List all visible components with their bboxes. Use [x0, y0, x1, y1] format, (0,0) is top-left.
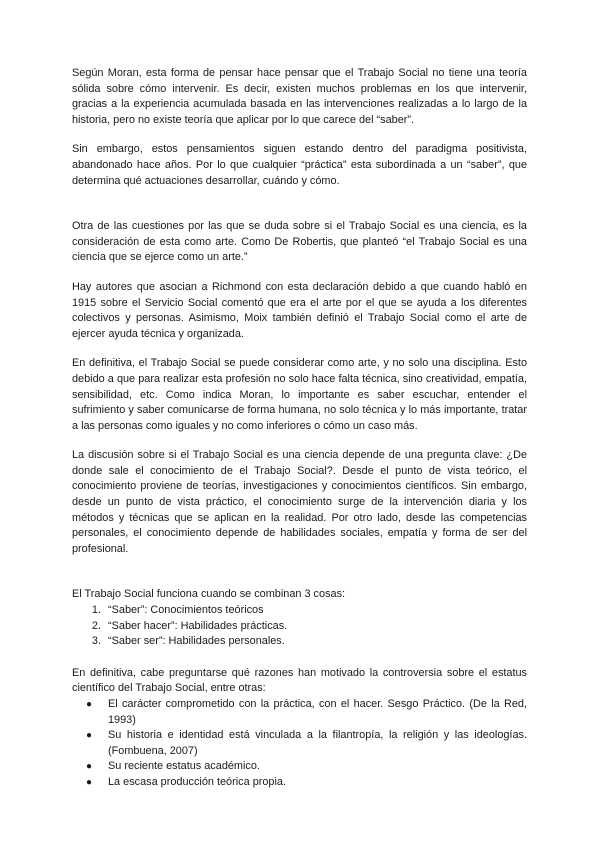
list-item-text: La escasa producción teórica propia. [108, 775, 286, 788]
paragraph-positivist-paradigm: Sin embargo, estos pensamientos siguen estando dentro del paradigma positivista, abandonado hace años. Por lo que cualquier “práctica” esta subordinada a un “saber”, que determina qué actuaciones desarrollar, cuándo y cómo. [72, 143, 527, 187]
bullet-icon: ● [86, 761, 93, 773]
list-item: 2. “Saber hacer”: Habilidades prácticas. [104, 619, 527, 635]
list-item-text: El carácter comprometido con la práctica, con el hacer. Sesgo Práctico. (De la Red, 1993) [108, 698, 527, 726]
bullet-list [72, 697, 527, 791]
list-item [86, 759, 527, 775]
paragraph-controversy-intro: En definitiva, cabe preguntarse qué razones han motivado la controversia sobre el estatus científico del Trabajo Social, entre otras: [72, 666, 527, 695]
list-item-text: Su historia e identidad está vinculada a la filantropía, la religión y las ideologías. (Fombuena, 2007) [108, 729, 527, 757]
numbered-list [72, 603, 527, 650]
list-item: 1. “Saber”: Conocimientos teóricos [104, 603, 527, 619]
list-item [86, 728, 527, 759]
document-page [72, 66, 527, 791]
bullet-icon: ● [86, 730, 93, 742]
list-item-text: Su reciente estatus académico. [108, 760, 260, 773]
paragraph-richmond: Hay autores que asocian a Richmond con esta declaración debido a que cuando habló en 1915 sobre el Servicio Social comentó que era el arte por el que se ayuda a los diferentes colectivos y personas. Asimismo, Moix también definió el Trabajo Social como el arte de ejercer ayuda técnica y organizada. [72, 280, 527, 340]
paragraph-knowledge-source: La discusión sobre si el Trabajo Social es una ciencia depende de una pregunta clave: ¿De donde sale el conocimiento de el Trabajo Social?. Desde el punto de vista teórico, el conocimiento proviene de teorías, investigaciones y conocimientos científicos. Sin embargo, desde un punto de vista práctico, el conocimiento surge de la intervención diaria y los métodos y técnicas que se aplican en la realidad. Por otro lado, desde las competencias personales, el conocimiento depende de habilidades sociales, empatía y forma de ser del profesional. [72, 449, 527, 555]
paragraph-three-things-intro: El Trabajo Social funciona cuando se combinan 3 cosas: [72, 588, 346, 601]
list-item [86, 775, 527, 791]
paragraph-moran-theory: Según Moran, esta forma de pensar hace pensar que el Trabajo Social no tiene una teoría sólida sobre cómo intervenir. Es decir, existen muchos problemas en los que intervenir, gracias a la experiencia acumulada basada en las intervenciones realizadas a lo largo de la historia, pero no existe teoría que aplicar por lo que carece del “saber”. [72, 67, 527, 126]
list-item: 3. “Saber ser”: Habilidades personales. [104, 634, 527, 650]
list-item [86, 697, 527, 728]
bullet-icon: ● [86, 776, 93, 788]
paragraph-social-work-as-art: Otra de las cuestiones por las que se duda sobre si el Trabajo Social es una ciencia, es la consideración de esta como arte. Como De Robertis, que planteó “el Trabajo Social es una ciencia que se ejerce como un arte.” [72, 220, 527, 264]
paragraph-art-and-discipline: En definitiva, el Trabajo Social se puede considerar como arte, y no solo una disciplina. Esto debido a que para realizar esta profesión no solo hace falta técnica, sino creatividad, empatía, sensibilidad, etc. Como indica Moran, lo importante es saber escuchar, entender el sufrimiento y saber comunicarse de forma humana, no solo técnica y lo más importante, tratar a las personas como iguales y no como inferiores o cómo un caso más. [72, 357, 527, 432]
bullet-icon: ● [86, 699, 93, 710]
